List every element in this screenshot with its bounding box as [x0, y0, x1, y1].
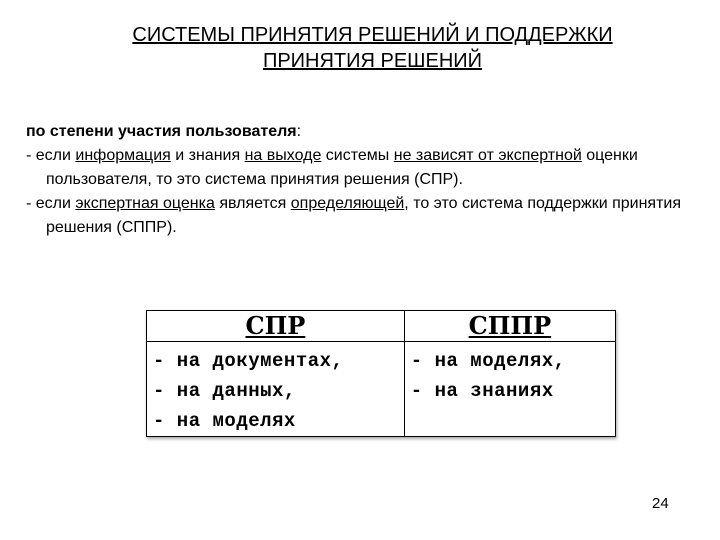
- list-item: - на документах,: [153, 350, 344, 372]
- table-header-spr: СПР: [147, 311, 405, 342]
- spr-cell: [147, 342, 405, 437]
- text: оценки пользователя, то это система принятия решения (СПР).: [46, 147, 638, 188]
- page-number: 24: [652, 495, 669, 512]
- criterion-heading-text: по степени участия пользователя: [26, 123, 297, 140]
- list-item: - на данных,: [153, 380, 296, 402]
- text: - если: [26, 147, 76, 164]
- comparison-table: [146, 310, 616, 437]
- criterion-heading-colon: :: [296, 123, 302, 140]
- underlined-text: информация: [75, 147, 171, 164]
- text: системы: [321, 147, 394, 164]
- table-header-sppr: СППР: [404, 311, 615, 342]
- text: - если: [26, 195, 76, 212]
- title-line-1: СИСТЕМЫ ПРИНЯТИЯ РЕШЕНИЙ И ПОДДЕРЖКИ: [132, 24, 613, 46]
- underlined-text: определяющей: [290, 195, 405, 212]
- underlined-text: экспертная оценка: [75, 195, 215, 212]
- table-header-row: [147, 311, 616, 342]
- title-line-2: ПРИНЯТИЯ РЕШЕНИЙ: [262, 50, 483, 72]
- text: , то это система поддержки принятия решения (СППР).: [46, 195, 682, 236]
- list-item: - на знаниях: [410, 380, 554, 402]
- sppr-cell: [404, 342, 615, 437]
- paragraph-spr: [26, 144, 706, 192]
- criterion-heading: [26, 120, 706, 144]
- underlined-text: не зависят от экспертной: [393, 147, 582, 164]
- slide-title: [40, 22, 705, 74]
- paragraph-sppr: [26, 192, 706, 240]
- list-item: - на моделях,: [410, 350, 566, 372]
- text: является: [214, 195, 291, 212]
- slide-body: [26, 120, 706, 240]
- list-item: - на моделях: [153, 410, 296, 432]
- table-row: [147, 342, 616, 437]
- text: и знания: [170, 147, 245, 164]
- underlined-text: на выходе: [244, 147, 322, 164]
